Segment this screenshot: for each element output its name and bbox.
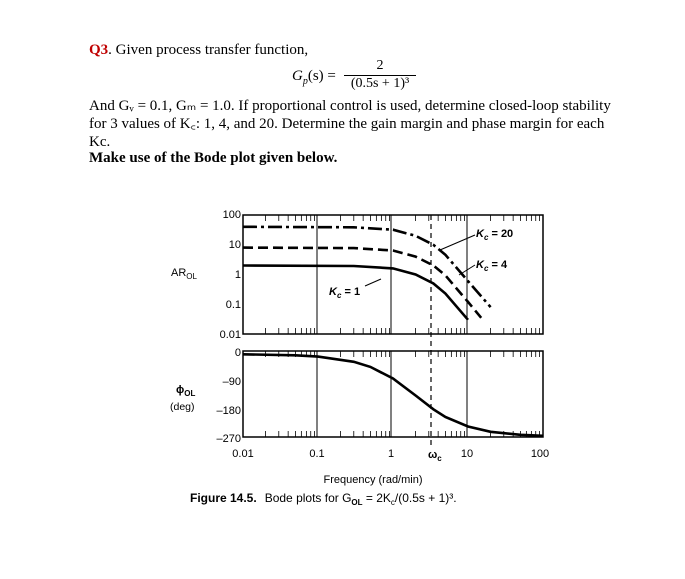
figure-caption: Figure 14.5. Bode plots for $G_{OL} = 2K_c/(0.5s + 1)^3$. bbox=[190, 491, 457, 507]
kc-1-leader bbox=[365, 279, 381, 286]
x-tick-1: 1 bbox=[387, 448, 395, 460]
x-axis-title: Frequency (rad/min) bbox=[323, 474, 423, 486]
ar-tick-100: 100 bbox=[222, 209, 241, 221]
x-tick-0.1: 0.1 bbox=[309, 448, 325, 460]
ar-tick-1: 1 bbox=[234, 269, 241, 281]
phase-tick-180: –180 bbox=[216, 405, 241, 417]
phase-axis-label: $\phi_{OL}$ bbox=[176, 384, 196, 398]
ar-tick-0.1: 0.1 bbox=[225, 299, 241, 311]
equation-lhs: $G_p(s)$ = bbox=[292, 68, 336, 87]
x-tick-labels bbox=[232, 448, 549, 460]
phase-tick-90: –90 bbox=[222, 376, 241, 388]
phase-plot-frame bbox=[243, 351, 543, 437]
phase-tick-0: 0 bbox=[234, 347, 241, 359]
phase-unit-label: (deg) bbox=[170, 401, 195, 413]
kc-20-label: $K_c = 20$ bbox=[476, 228, 514, 242]
phase-tick-270: –270 bbox=[216, 433, 241, 445]
x-tick-100: 100 bbox=[530, 448, 550, 460]
ar-axis-label: $AR_{OL}$ bbox=[171, 267, 197, 281]
ar-curve-2 bbox=[243, 248, 481, 318]
problem-paragraph: And Gᵥ = 0.1, Gₘ = 1.0. If proportional control is used, determine closed-loop stability for 3 values of K꜀: 1, 4, and 20. Determine the gain margin and phase margin for each Kc. bbox=[89, 98, 611, 150]
ar-tick-0.01: 0.01 bbox=[219, 329, 241, 341]
question-intro: . Given process transfer function, bbox=[108, 42, 309, 58]
x-tick-0.01: 0.01 bbox=[232, 448, 254, 460]
kc-20-leader bbox=[440, 235, 475, 250]
equation-denominator: (0.5s + 1)³ bbox=[350, 76, 410, 91]
equation-numerator: 2 bbox=[376, 58, 384, 73]
instruction-line: Make use of the Bode plot given below. bbox=[89, 150, 338, 166]
phase-tick-labels bbox=[217, 347, 241, 445]
kc-1-label: $K_c = 1$ bbox=[329, 286, 361, 300]
phase-curve bbox=[243, 354, 543, 436]
question-number: Q3 bbox=[89, 42, 109, 58]
kc-4-label: $K_c = 4$ bbox=[476, 259, 508, 273]
ar-tick-10: 10 bbox=[228, 239, 241, 251]
wc-label: $\omega_c$ bbox=[428, 449, 442, 463]
x-tick-10: 10 bbox=[460, 448, 474, 460]
ar-tick-labels bbox=[220, 209, 241, 341]
